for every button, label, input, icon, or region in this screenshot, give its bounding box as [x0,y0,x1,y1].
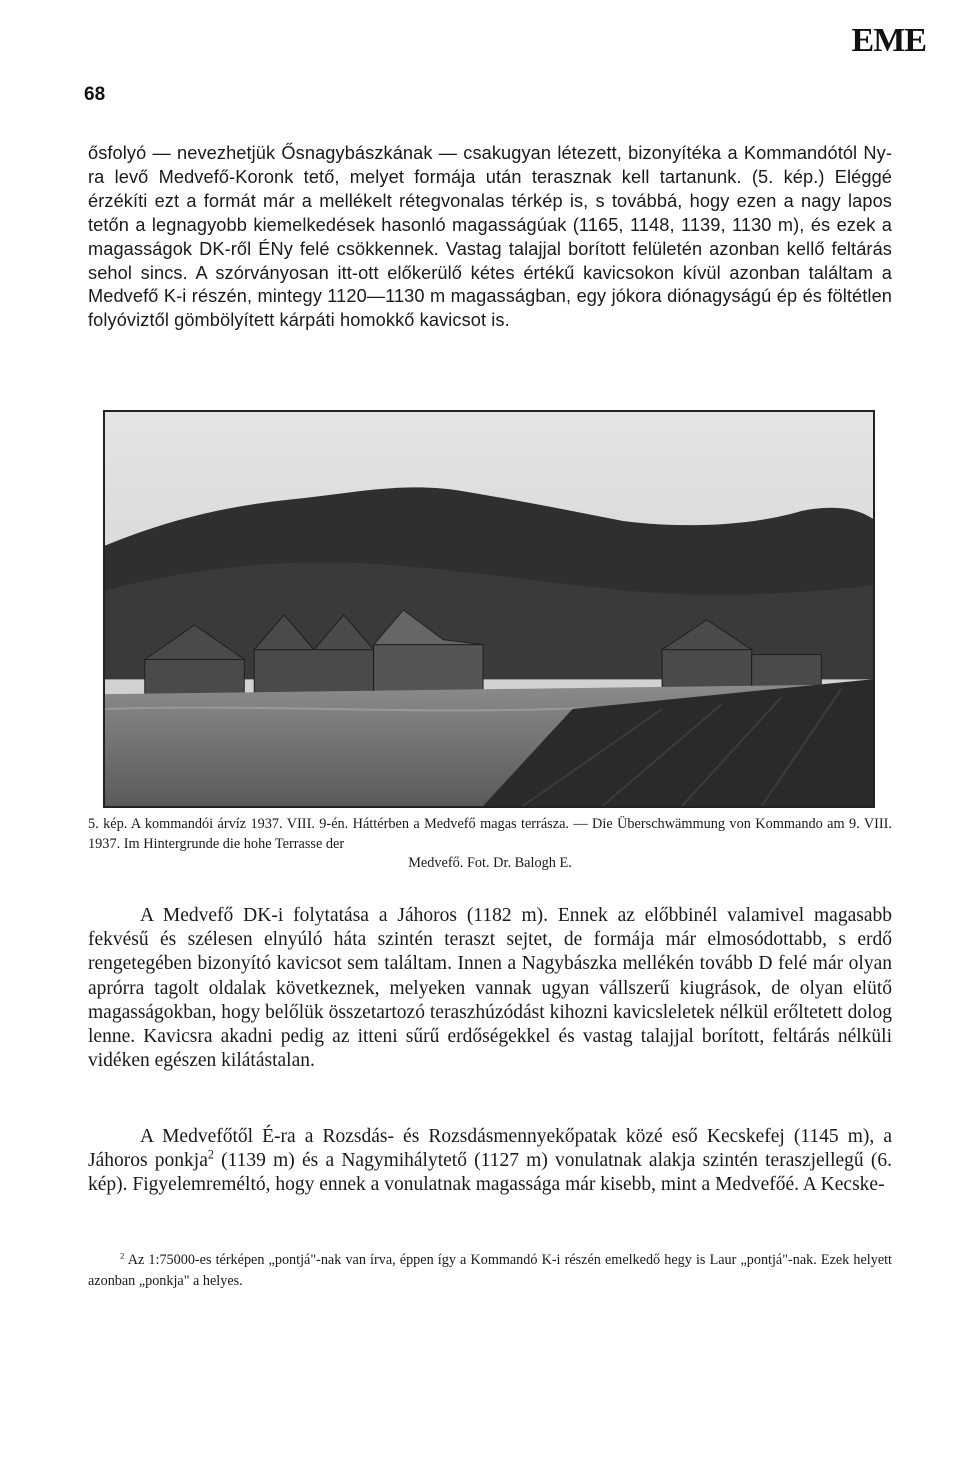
paragraph-1: ősfolyó — nevezhetjük Ősnagybászkának — csakugyan létezett, bizonyítéka a Kommandótól Ny-ra levő Medvefő-Koronk tető, melyet formája után terasznak kell tartanunk. (5. kép.) Eléggé érzékíti ezt a formát már a mellékelt rétegvonalas térkép is, s továbbá, hogy ezen a nagy lapos tetőn a legnagyobb kiemelkedések hasonló magasságúak (1165, 1148, 1139, 1130 m), és ezek a magasságok DK-ről ÉNy felé csökkennek. Vastag talajjal borított felületén azonban kellő feltárás sehol sincs. A szórványosan itt-ott előkerülő kétes értékű kavicsokon kívül azonban találtam a Medvefő K-i részén, mintegy 1120—1130 m magasságban, egy jókora diónagyságú ép és föltétlen folyóviztől gömbölyített kárpáti homokkő kavicsot is. [88,143,892,331]
footnote-text [88,1250,892,1291]
figure-caption [88,815,892,874]
footnote-body: Az 1:75000-es térképen „pontjá"-nak van írva, éppen így a Kommandó K-i részén emelkedő hegy is Laur „pontjá"-nak. Ezek helyett azonban „ponkja" a helyes. [88,1252,892,1289]
footnote-ref: 2 [207,1147,214,1162]
paragraph-3-part-b: (1139 m) és a Nagymihálytető (1127 m) vonulatnak alakja szintén teraszjellegű (6. kép). Figyelemreméltó, hogy ennek a vonulatnak magassága már kisebb, mint a Medvefőé. A Kecske- [88,1150,892,1196]
paragraph-3 [88,1125,892,1198]
paragraph-3-part-a: A Medvefőtől É-ra a Rozsdás- és Rozsdásmennyekőpatak közé eső Kecskefej (1145 m), a Jáhoros ponkja [88,1126,892,1172]
caption-line-1: 5. kép. A kommandói árvíz 1937. VIII. 9-én. Háttérben a Medvefő magas terrásza. — Die Überschwämmung von Kommando am 9. VIII. 1937. Im Hintergrunde die hohe Terrasse der [88,816,892,852]
photo-image [105,412,873,806]
caption-line-2: Medvefő. Fot. Dr. Balogh E. [408,855,572,871]
flood-photo [103,410,875,808]
page-number: 68 [84,84,106,105]
paragraph-2: A Medvefő DK-i folytatása a Jáhoros (1182 m). Ennek az előbbinél valamivel magasabb fekvésű és szélesen elnyúló háta szintén teraszt sejtet, de formája már elmosódottabb, s erdő rengetegében bizonyító kavicsot sem találtam. Innen a Nagybászka mellékén tovább D felé már olyan aprórra tagolt oldalak következnek, melyeken vannak ugyan vállszerű kiugrások, de olyan elütő magasságokban, hogy belőlük összetartozó teraszhúzódást kihozni kavicsleletek nélkül erőltetett dolog lenne. Kavicsra akadni pedig az itteni sűrű erdőségekkel és vastag talajjal borított, feltárás nélküli vidéken egészen kilátástalan. [88,905,892,1072]
publisher-logo: EME [851,22,926,59]
footnote [88,1250,892,1291]
footnote-mark: 2 [120,1250,125,1261]
